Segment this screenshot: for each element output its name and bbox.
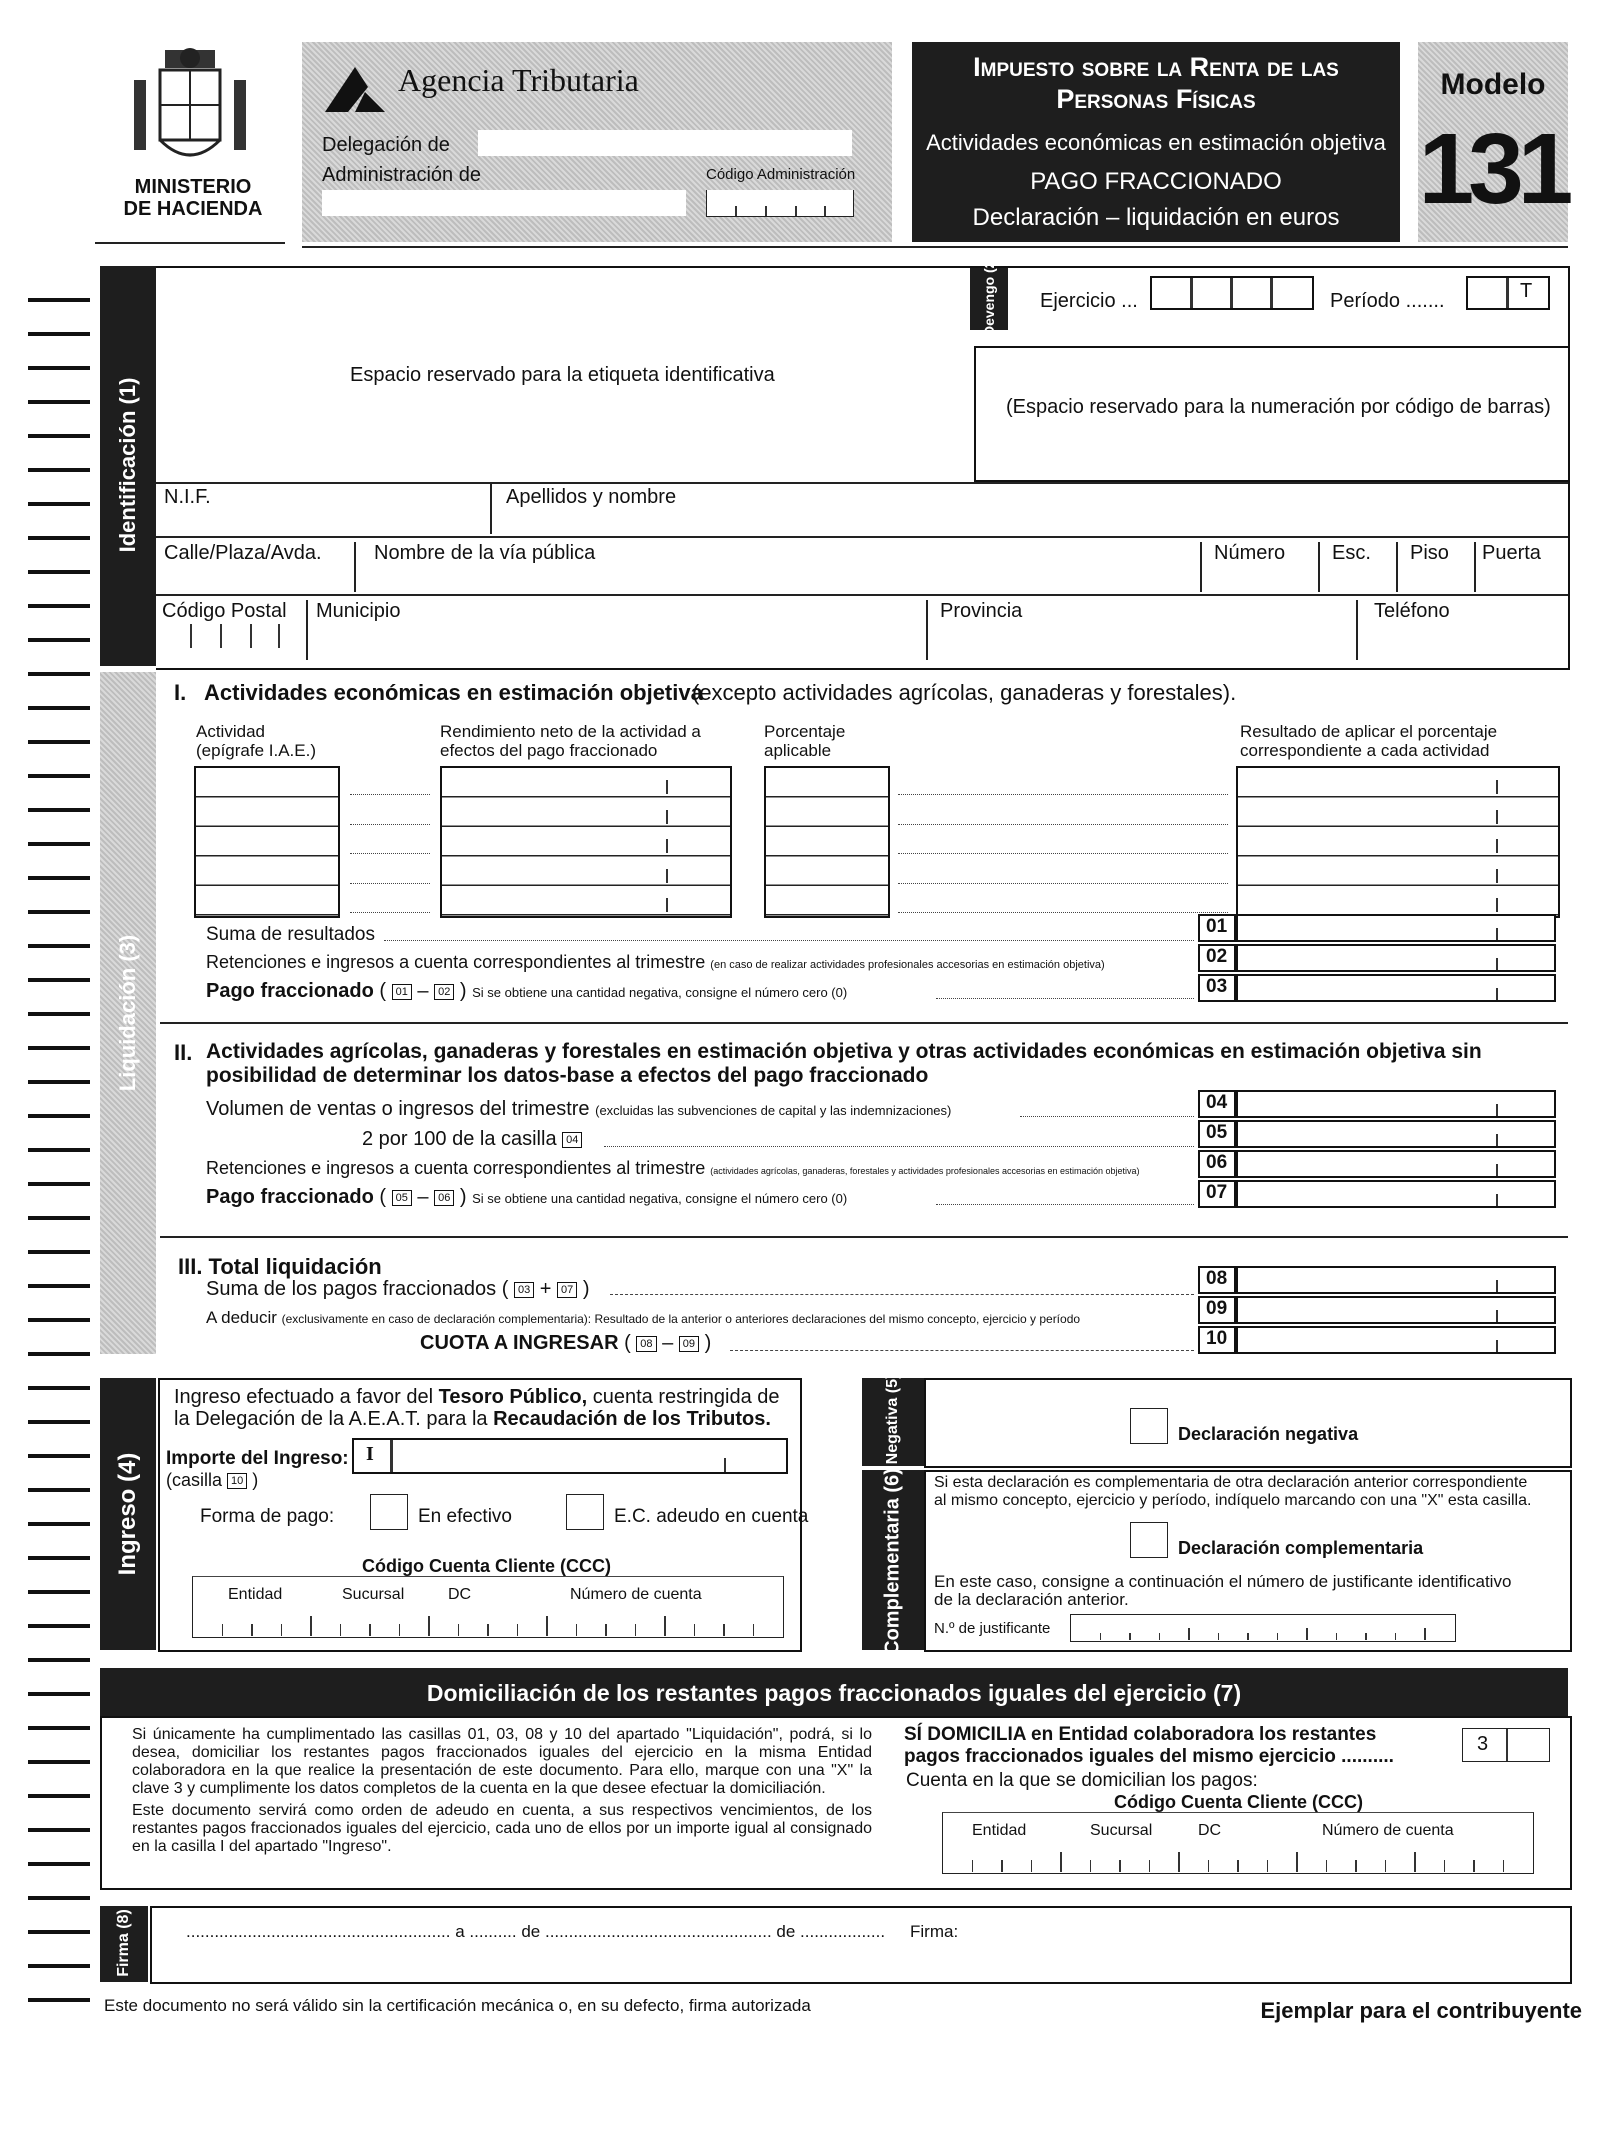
esc-label: Esc. [1332,542,1371,564]
casilla-02: 02 [1198,944,1236,972]
casilla-01-input[interactable] [1236,914,1556,942]
periodo-label: Período ....... [1330,290,1445,312]
col-rend-1: Rendimiento neto de la actividad a [440,722,701,741]
firma-fecha-line: ........................................................ a .......... de ................................................ de .................. [186,1922,886,1941]
ingreso-entidad: Entidad [228,1586,283,1603]
decimal-tick [666,839,668,853]
col-res-1: Resultado de aplicar el porcentaje [1240,722,1498,741]
complementaria-side-label: Complementaria (6) [881,1468,904,1655]
comp-text4: de la declaración anterior. [934,1590,1129,1609]
decimal-tick [666,810,668,824]
decimal-tick [1496,898,1498,912]
coat-of-arms [120,40,260,180]
efectivo-label: En efectivo [418,1506,512,1527]
casilla-04: 04 [1198,1090,1236,1118]
cuota-label: CUOTA A INGRESAR ( 08 – 09 ) [420,1332,712,1354]
leader-dots [898,794,1228,795]
ministry-line2: DE HACIENDA [123,198,263,220]
administracion-input[interactable] [322,190,686,216]
ingreso-cuenta: Número de cuenta [570,1586,702,1603]
leader-dots [350,883,430,884]
pago1-label: Pago fraccionado ( 01 – 02 ) Si se obtiene una cantidad negativa, consigne el número cero (0) [206,980,848,1002]
ejercicio-input[interactable] [1150,276,1314,310]
modelo-number: 131 [1418,113,1568,225]
periodo-input[interactable] [1466,276,1550,310]
provincia-label: Provincia [940,600,1023,622]
title-line1: Impuesto sobre la Renta de las [973,52,1339,82]
cp-input[interactable] [170,624,298,654]
casilla-02-input[interactable] [1236,944,1556,972]
casilla-03-input[interactable] [1236,974,1556,1002]
modelo-label: Modelo [1440,68,1546,101]
casilla-06-input[interactable] [1236,1150,1556,1178]
domiciliacion-text2: Este documento servirá como orden de adeudo en cuenta, a sus respectivos vencimientos, de los restantes pagos fraccionados iguales del ejercicio, cada uno de ellos por un importe igual al consignado en la casilla I del apartado "Ingreso". [132,1802,872,1855]
col-pct-2: aplicable [764,741,832,760]
section2-title-l1: Actividades agrícolas, ganaderas y forestales en estimación objetiva y otras actividades económicas en estimación objetiva sin [206,1040,1482,1063]
casilla-07-input[interactable] [1236,1180,1556,1208]
ingreso-line1: Ingreso efectuado a favor del Tesoro Público, cuenta restringida de [174,1386,780,1408]
pago-fraccionado-title: PAGO FRACCIONADO [1030,168,1282,195]
casilla-05: 05 [1198,1120,1236,1148]
decimal-tick [666,898,668,912]
numero-label: Número [1214,542,1286,564]
col-rend-2: efectos del pago fraccionado [440,741,658,760]
calle-label: Calle/Plaza/Avda. [164,542,322,564]
via-label: Nombre de la vía pública [374,542,596,564]
adeudo-checkbox[interactable] [566,1494,604,1530]
resultado-column[interactable] [1236,766,1560,918]
codigo-admin-label: Código Administración [706,166,856,183]
negativa-side-label: Negativa (5) [884,1373,901,1465]
footer-ejemplar: Ejemplar para el contribuyente [1260,1998,1582,2023]
adeudo-label: E.C. adeudo en cuenta [614,1506,809,1527]
casilla-08-input[interactable] [1236,1266,1556,1294]
comp-text3: En este caso, consigne a continuación el número de justificante identificativo [934,1572,1512,1591]
si-domicilia-l2: pagos fraccionados iguales del mismo ejercicio .......... [904,1746,1394,1767]
devengo-label: Devengo (2) [981,255,997,336]
decimal-tick [1496,869,1498,883]
importe-input[interactable]: I [352,1438,788,1474]
rendimiento-column[interactable] [440,766,732,918]
agency-logo-icon [320,62,390,117]
dom-entidad: Entidad [972,1822,1027,1839]
suma-resultados-label: Suma de resultados [206,924,375,945]
section2-title-l2: posibilidad de determinar los datos-base a efectos del pago fraccionado [206,1064,929,1087]
firma-side-label: Firma (8) [115,1909,132,1977]
casilla-07: 07 [1198,1180,1236,1208]
ministry-line1: MINISTERIO [134,176,252,198]
retenciones2-label: Retenciones e ingresos a cuenta correspondientes al trimestre (actividades agrícolas, ganaderas, forestales y actividades profesionales accesorias en estimación objetiva) [206,1158,1140,1178]
leader-dots [350,794,430,795]
clave-value: 3 [1477,1733,1489,1755]
ingreso-ccc-title: Código Cuenta Cliente (CCC) [362,1556,611,1576]
section1-title-rest: (excepto actividades agrícolas, ganaderas y forestales). [692,680,1237,705]
title-line2: Personas Físicas [1056,84,1256,114]
barcode-label: (Espacio reservado para la numeración por código de barras) [1006,396,1551,418]
negativa-frame [924,1378,1572,1468]
deducir-label: A deducir (exclusivamente en caso de declaración complementaria): Resultado de la anterior o anteriores declaraciones del mismo concepto, ejercicio y período [206,1308,1081,1327]
liquidacion-side-label: Liquidación (3) [115,934,140,1092]
volumen-label: Volumen de ventas o ingresos del trimestre (excluidas las subvenciones de capital y las indemnizaciones) [206,1098,952,1120]
piso-label: Piso [1410,542,1449,564]
col-actividad-1: Actividad [196,722,265,741]
domiciliacion-text1: Si únicamente ha cumplimentado las casillas 01, 03, 08 y 10 del apartado "Liquidación", podrá, si lo desea, domiciliar los restantes pagos fraccionados iguales del ejercicio en la misma Entidad colaboradora en la que realice la presentación de este documento. Para ello, marque con una "X" la clave 3 y cumplimente los datos completos de la cuenta en la que desee efectuar la domiciliación. [132,1726,872,1797]
dom-cuenta: Número de cuenta [1322,1822,1454,1839]
firma-label: Firma: [910,1922,959,1941]
casilla-05-input[interactable] [1236,1120,1556,1148]
col-pct-1: Porcentaje [764,722,846,741]
periodo-t: T [1520,280,1533,302]
casilla-ref: (casilla 10 ) [166,1470,259,1490]
dom-ccc-title: Código Cuenta Cliente (CCC) [1114,1792,1363,1812]
porcentaje-column[interactable] [764,766,890,918]
cuenta-pagos-label: Cuenta en la que se domicilian los pagos: [906,1770,1258,1791]
codigo-admin-input[interactable] [706,190,854,217]
comp-text2: al mismo concepto, ejercicio y período, indíquelo marcando con una "X" esta casilla. [934,1492,1532,1509]
casilla-01: 01 [1198,914,1236,942]
ingreso-side-label: Ingreso (4) [114,1452,141,1576]
leader-dots [350,853,430,854]
etiqueta-space: Espacio reservado para la etiqueta identificativa [350,364,775,386]
casilla-09: 09 [1198,1296,1236,1324]
section3-title: III. Total liquidación [178,1254,382,1279]
forma-pago-label: Forma de pago: [200,1506,335,1527]
dom-sucursal: Sucursal [1090,1822,1153,1839]
leader-dots [898,912,1228,913]
section1-title-num: I. [174,680,187,705]
section2-title-num: II. [174,1040,193,1065]
comp-text1: Si esta declaración es complementaria de otra declaración anterior correspondiente [934,1474,1528,1491]
leader-dots [898,824,1228,825]
leader-dots [898,883,1228,884]
nif-label: N.I.F. [164,486,211,508]
decimal-tick [1496,839,1498,853]
col-res-2: correspondiente a cada actividad [1240,741,1490,760]
agency-name: Agencia Tributaria [398,62,639,98]
cp-label: Código Postal [162,600,287,622]
leader-dots [898,853,1228,854]
municipio-label: Municipio [316,600,401,622]
negativa-checkbox[interactable] [1130,1408,1168,1444]
administracion-label: Administración de [322,164,481,186]
ingreso-line2: la Delegación de la A.E.A.T. para la Recaudación de los Tributos. [174,1408,771,1430]
identificacion-side-label: Identificación (1) [115,377,140,553]
pago2-label: Pago fraccionado ( 05 – 06 ) Si se obtiene una cantidad negativa, consigne el número cero (0) [206,1186,848,1208]
dos-por-cien-label: 2 por 100 de la casilla 04 [362,1128,582,1151]
domiciliacion-title: Domiciliación de los restantes pagos fraccionados iguales del ejercicio (7) [426,1680,1242,1706]
suma-pagos-label: Suma de los pagos fraccionados ( 03 + 07 ) [206,1278,590,1300]
subtitle: Actividades económicas en estimación objetiva [926,130,1386,155]
decimal-tick [666,869,668,883]
casilla-09-input[interactable] [1236,1296,1556,1324]
binding-spiral [28,268,90,2008]
casilla-10-input[interactable] [1236,1326,1556,1354]
complementaria-checkbox[interactable] [1130,1522,1168,1558]
firma-frame [150,1906,1572,1984]
clave-box[interactable] [1462,1728,1550,1762]
declaracion-title: Declaración – liquidación en euros [972,204,1340,231]
ejercicio-label: Ejercicio ... [1040,290,1138,312]
dom-dc: DC [1198,1822,1222,1839]
casilla-04-input[interactable] [1236,1090,1556,1118]
section1-title: Actividades económicas en estimación objetiva [204,680,703,705]
casilla-03: 03 [1198,974,1236,1002]
si-domicilia-l1: SÍ DOMICILIA en Entidad colaboradora los restantes [904,1724,1377,1745]
ingreso-sucursal: Sucursal [342,1586,405,1603]
justificante-label: N.º de justificante [934,1620,1051,1637]
col-actividad-2: (epígrafe I.A.E.) [196,741,316,760]
decimal-tick [1496,780,1498,794]
telefono-label: Teléfono [1374,600,1450,622]
decimal-tick [1496,810,1498,824]
actividad-column[interactable] [194,766,340,918]
apellidos-label: Apellidos y nombre [506,486,677,508]
complementaria-label: Declaración complementaria [1178,1538,1424,1558]
efectivo-checkbox[interactable] [370,1494,408,1530]
casilla-08: 08 [1198,1266,1236,1294]
ingreso-dc: DC [448,1586,472,1603]
retenciones1-label: Retenciones e ingresos a cuenta correspondientes al trimestre (en caso de realizar actividades profesionales accesorias en estimación objetiva) [206,952,1105,972]
casilla-10: 10 [1198,1326,1236,1354]
leader-dots [350,824,430,825]
negativa-label: Declaración negativa [1178,1424,1359,1444]
footer-note: Este documento no será válido sin la certificación mecánica o, en su defecto, firma autorizada [104,1996,811,2015]
decimal-tick [666,780,668,794]
importe-label: Importe del Ingreso: [166,1448,349,1469]
leader-dots [350,912,430,913]
delegacion-label: Delegación de [322,134,450,156]
puerta-label: Puerta [1482,542,1541,564]
delegacion-input[interactable] [478,130,852,156]
casilla-06: 06 [1198,1150,1236,1178]
